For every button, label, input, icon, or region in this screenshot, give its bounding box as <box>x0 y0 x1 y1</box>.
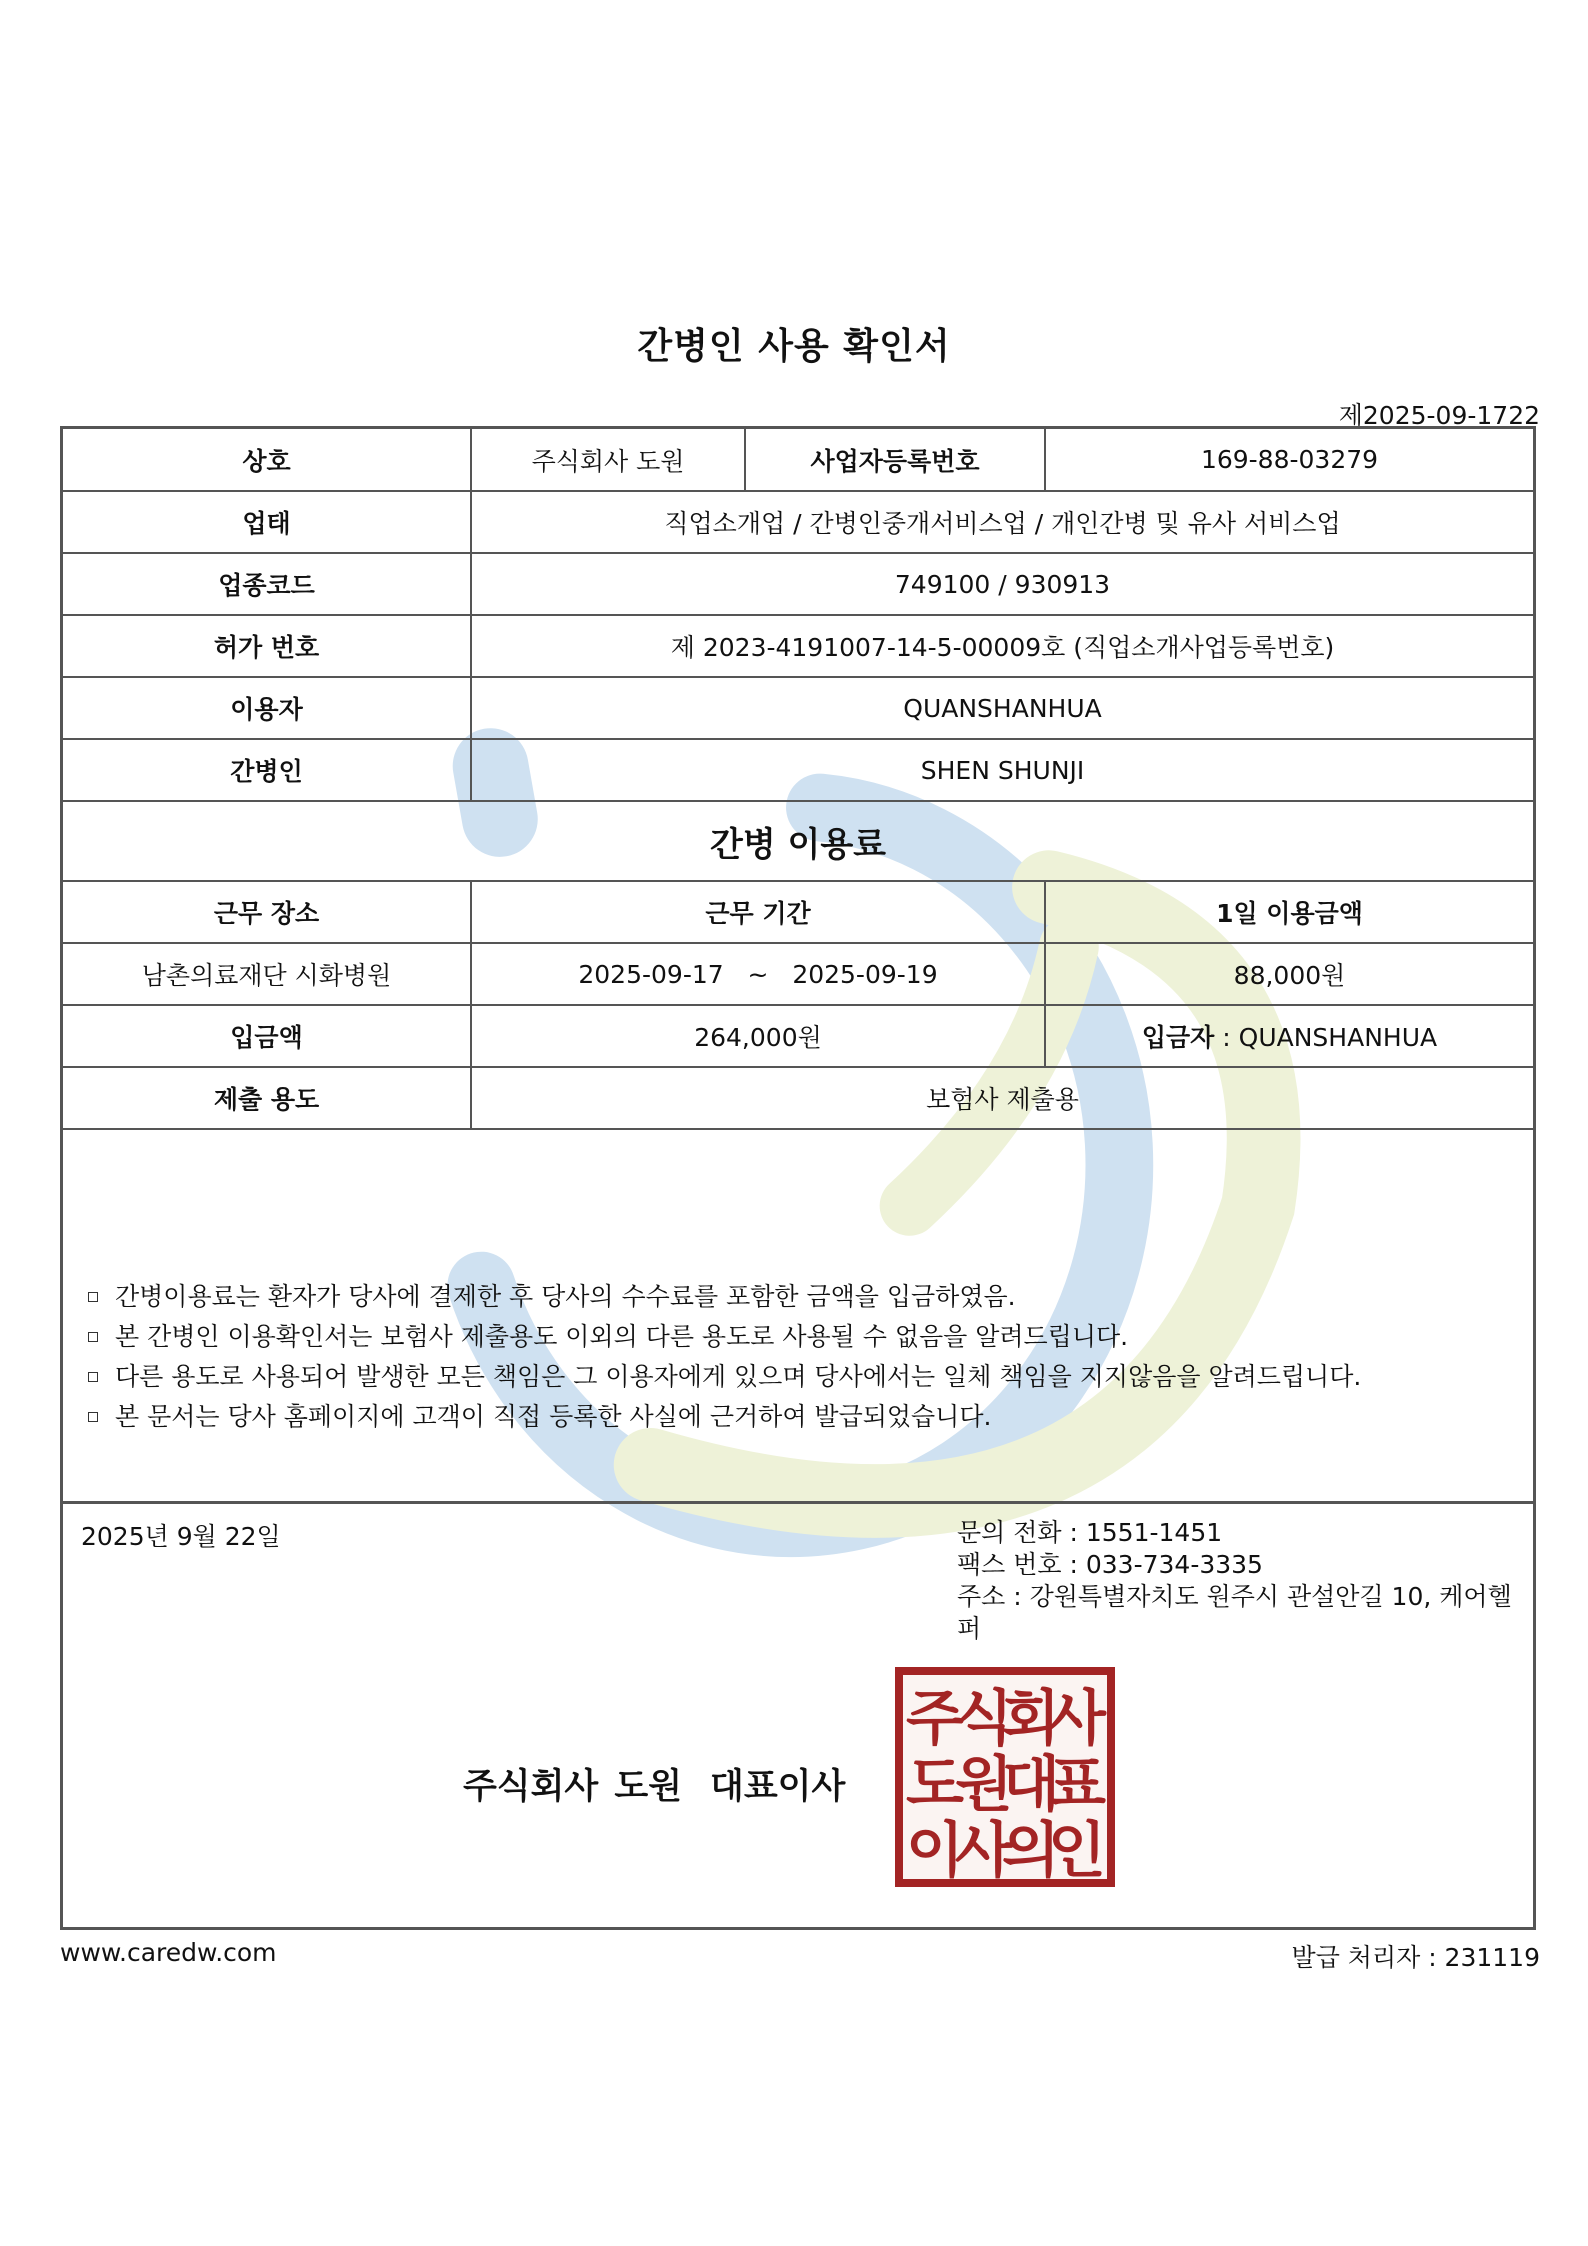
signer-company: 주식회사 도원 <box>463 1767 683 1807</box>
issuer-id: 발급 처리자 : 231119 <box>1291 1943 1540 1972</box>
company-value: 주식회사 도원 <box>471 429 745 491</box>
document-number: 제2025-09-1722 <box>1338 401 1540 430</box>
fee-section-title: 간병 이용료 <box>63 801 1533 881</box>
bullet-icon <box>88 1372 98 1382</box>
svg-text:인: 인 <box>1048 1816 1106 1886</box>
issue-date: 2025년 9월 22일 <box>81 1522 281 1551</box>
industry-code-value: 749100 / 930913 <box>471 553 1533 615</box>
business-type-value: 직업소개업 / 간병인중개서비스업 / 개인간병 및 유사 서비스업 <box>471 491 1533 553</box>
svg-text:사: 사 <box>955 1816 1013 1886</box>
bullet-icon <box>88 1332 98 1342</box>
industry-code-label: 업종코드 <box>63 553 471 615</box>
document-title: 간병인 사용 확인서 <box>637 326 951 367</box>
contact-block <box>957 1517 1533 1645</box>
website-link[interactable]: www.caredw.com <box>60 1938 277 1967</box>
list-item: 본 문서는 당사 홈페이지에 고객이 직접 등록한 사실에 근거하여 발급되었습니다. <box>85 1397 1505 1437</box>
period-separator: ~ <box>747 959 769 989</box>
depositor-cell <box>1045 1005 1533 1067</box>
user-label: 이용자 <box>63 677 471 739</box>
depositor-value: QUANSHANHUA <box>1238 1023 1438 1052</box>
user-value: QUANSHANHUA <box>471 677 1533 739</box>
svg-text:식: 식 <box>955 1684 1013 1754</box>
license-value: 제 2023-4191007-14-5-00009호 (직업소개사업등록번호) <box>471 615 1533 677</box>
contact-address: 주소 : 강원특별자치도 원주시 관설안길 10, 케어헬퍼 <box>957 1582 1512 1643</box>
daily-fee-label: 1일 이용금액 <box>1045 881 1533 943</box>
certificate-sheet <box>60 426 1536 1930</box>
bizreg-label: 사업자등록번호 <box>745 429 1045 491</box>
caregiver-value: SHEN SHUNJI <box>471 739 1533 801</box>
work-period-value <box>471 943 1045 1005</box>
bullet-icon <box>88 1292 98 1302</box>
table-row <box>63 1005 1533 1067</box>
svg-text:의: 의 <box>1002 1816 1060 1886</box>
table-row <box>63 491 1533 553</box>
period-start: 2025-09-17 <box>578 959 724 989</box>
svg-text:주: 주 <box>906 1684 964 1754</box>
svg-text:회: 회 <box>1002 1684 1060 1754</box>
list-item: 본 간병인 이용확인서는 보험사 제출용도 이외의 다른 용도로 사용될 수 없음을 알려드립니다. <box>85 1317 1505 1357</box>
daily-fee-value: 88,000원 <box>1045 943 1533 1005</box>
work-place-value: 남촌의료재단 시화병원 <box>63 943 471 1005</box>
table-row <box>63 429 1533 491</box>
company-label: 상호 <box>63 429 471 491</box>
work-place-label: 근무 장소 <box>63 881 471 943</box>
period-end: 2025-09-19 <box>792 959 938 989</box>
contact-phone: 문의 전화 : 1551-1451 <box>957 1518 1223 1547</box>
deposit-label: 입금액 <box>63 1005 471 1067</box>
svg-text:도: 도 <box>906 1750 964 1820</box>
bullet-icon <box>88 1412 98 1422</box>
depositor-separator: : <box>1214 1023 1239 1052</box>
purpose-label: 제출 용도 <box>63 1067 471 1129</box>
company-seal-icon <box>893 1665 1117 1889</box>
license-label: 허가 번호 <box>63 615 471 677</box>
svg-text:이: 이 <box>906 1816 964 1886</box>
table-row <box>63 881 1533 943</box>
table-row <box>63 801 1533 881</box>
contact-fax: 팩스 번호 : 033-734-3335 <box>957 1550 1263 1579</box>
signer <box>463 1759 873 1809</box>
svg-text:표: 표 <box>1048 1750 1106 1820</box>
table-row <box>63 1067 1533 1129</box>
table-row <box>63 739 1533 801</box>
svg-text:대: 대 <box>1002 1750 1060 1820</box>
table-row <box>63 943 1533 1005</box>
signer-title: 대표이사 <box>710 1767 846 1807</box>
bizreg-value: 169-88-03279 <box>1045 429 1533 491</box>
deposit-value: 264,000원 <box>471 1005 1045 1067</box>
list-item: 다른 용도로 사용되어 발생한 모든 책임은 그 이용자에게 있으며 당사에서는 일체 책임을 지지않음을 알려드립니다. <box>85 1357 1505 1397</box>
svg-text:사: 사 <box>1048 1684 1106 1754</box>
purpose-value: 보험사 제출용 <box>471 1067 1533 1129</box>
svg-text:원: 원 <box>955 1750 1013 1820</box>
footer-divider <box>63 1501 1533 1504</box>
table-row <box>63 615 1533 677</box>
table-row <box>63 553 1533 615</box>
notes-list <box>85 1277 1505 1437</box>
table-row <box>63 677 1533 739</box>
info-table <box>63 429 1533 1130</box>
caregiver-label: 간병인 <box>63 739 471 801</box>
list-item: 간병이용료는 환자가 당사에 결제한 후 당사의 수수료를 포함한 금액을 입금하였음. <box>85 1277 1505 1317</box>
depositor-label: 입금자 <box>1141 1023 1215 1052</box>
work-period-label: 근무 기간 <box>471 881 1045 943</box>
business-type-label: 업태 <box>63 491 471 553</box>
